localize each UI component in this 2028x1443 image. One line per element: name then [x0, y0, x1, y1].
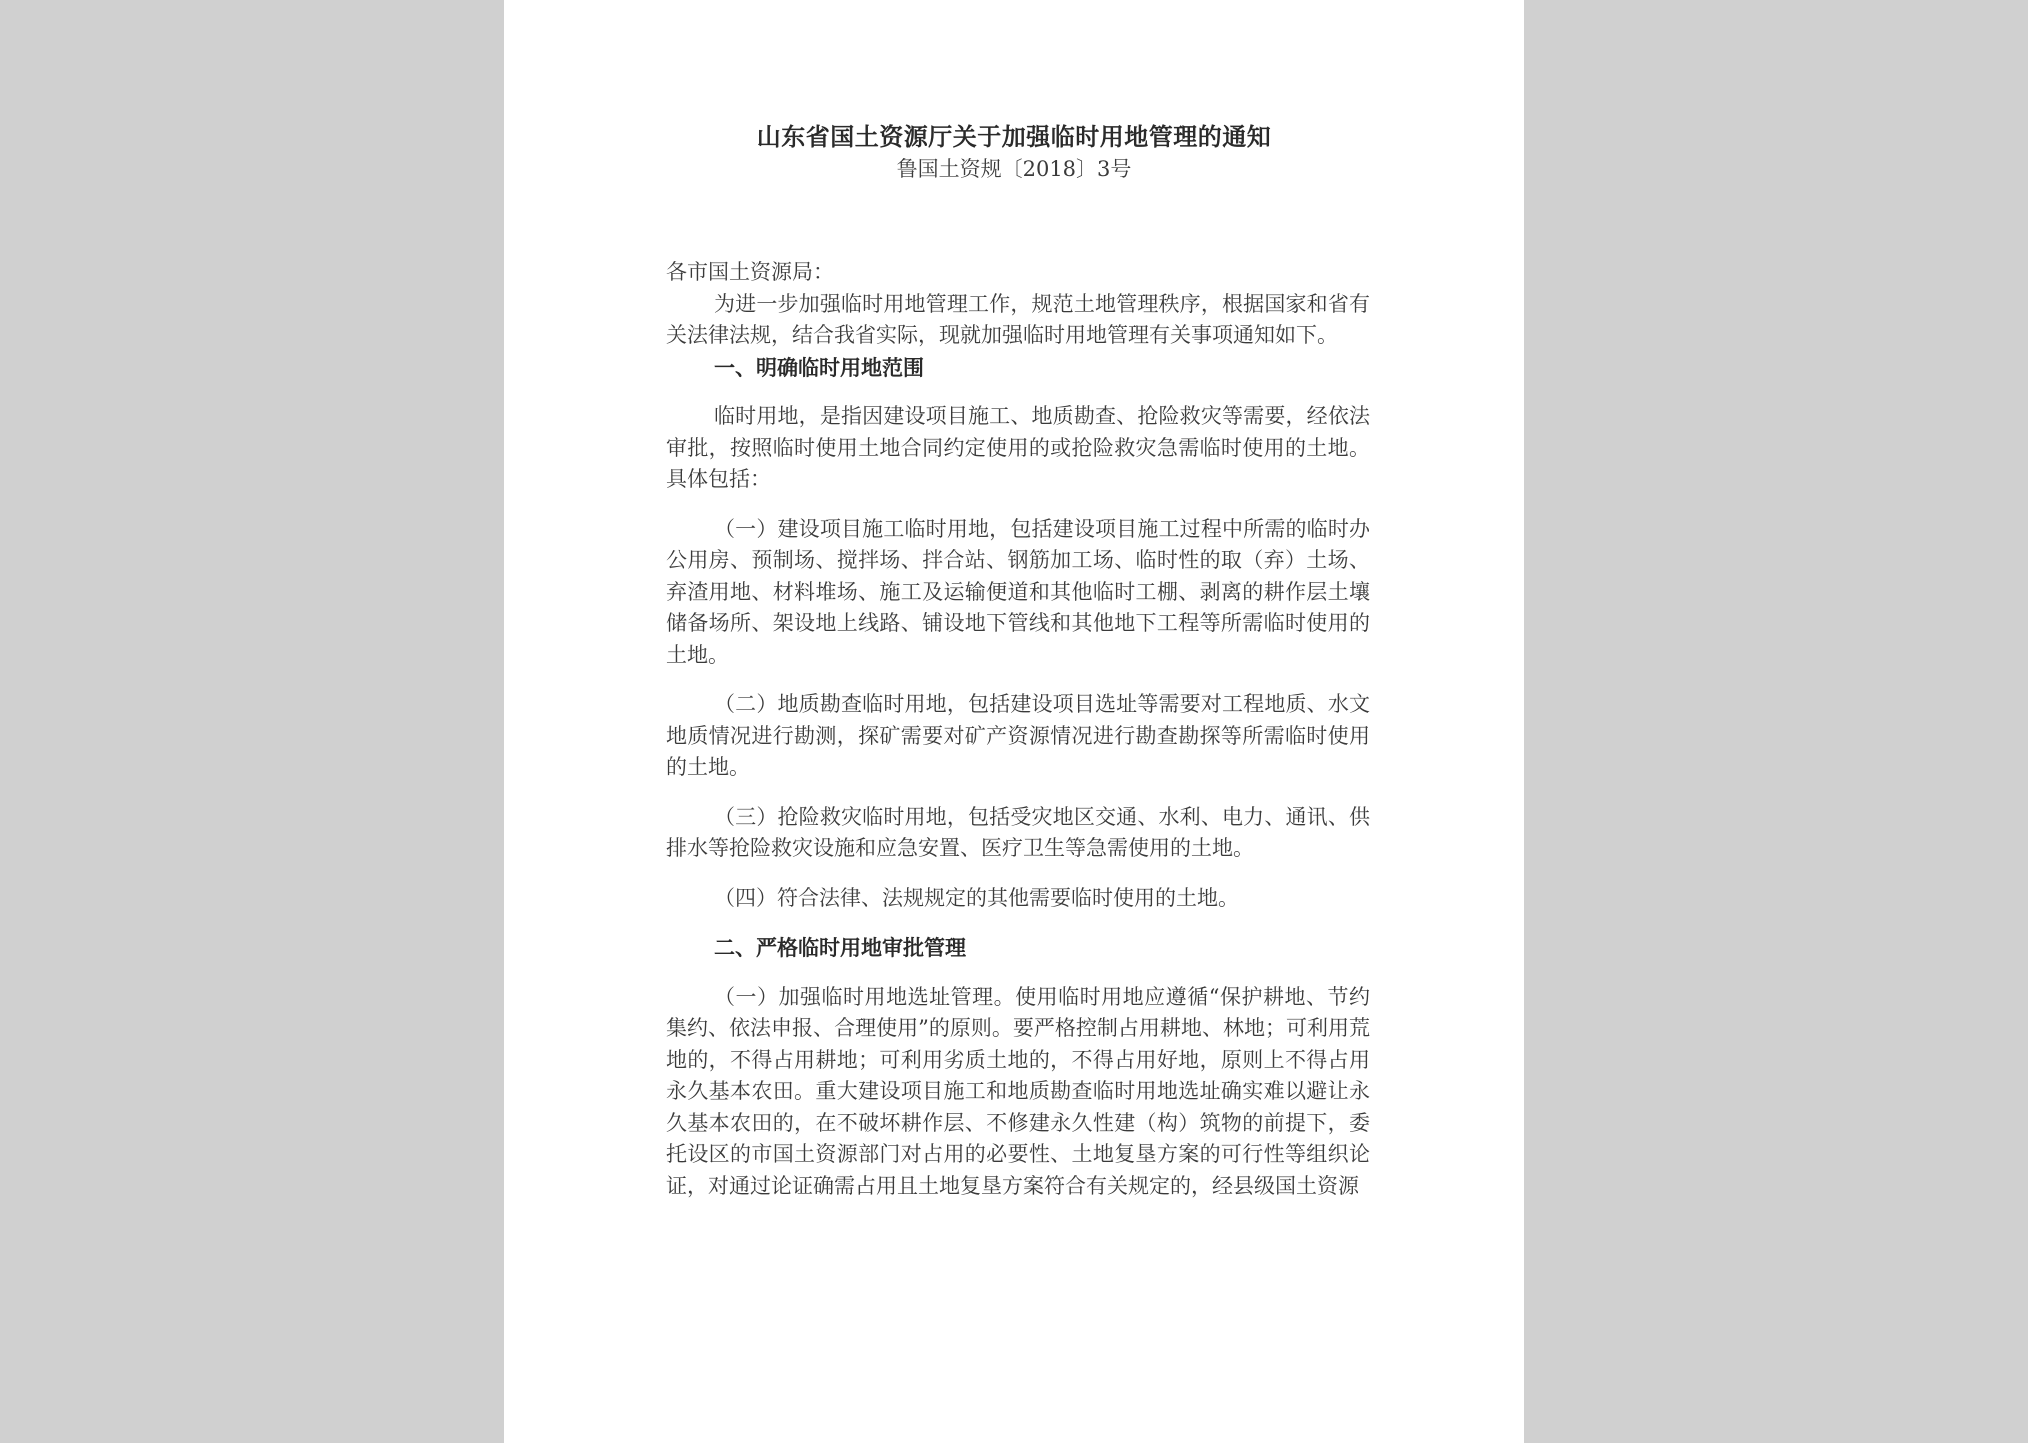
document-body [666, 257, 1370, 1202]
section2-heading: 二、严格临时用地审批管理 [714, 935, 966, 960]
document-number: 鲁国土资规〔2018〕3号 [896, 157, 1132, 181]
document-page [504, 0, 1524, 1443]
salutation: 各市国土资源局： [666, 260, 834, 284]
section1-definition: 临时用地，是指因建设项目施工、地质勘查、抢险救灾等需要，经依法审批，按照临时使用土地合同约定使用的或抢险救灾急需临时使用的土地。具体包括： [666, 404, 1370, 491]
intro-paragraph: 为进一步加强临时用地管理工作，规范土地管理秩序，根据国家和省有关法律法规，结合我省实际，现就加强临时用地管理有关事项通知如下。 [666, 291, 1370, 347]
section1-item4: （四）符合法律、法规规定的其他需要临时使用的土地。 [714, 885, 1239, 910]
section2-item1: （一）加强临时用地选址管理。使用临时用地应遵循“保护耕地、节约集约、依法申报、合理使用”的原则。要严格控制占用耕地、林地；可利用荒地的，不得占用耕地；可利用劣质土地的，不得占用好地，原则上不得占用永久基本农田。重大建设项目施工和地质勘查临时用地选址确实难以避让永久基本农田的，在不破坏耕作层、不修建永久性建（构）筑物的前提下，委托设区的市国土资源部门对占用的必要性、土地复垦方案的可行性等组织论证，对通过论证确需占用且土地复垦方案符合有关规定的，经县级国土资源 [666, 984, 1370, 1198]
section1-item2: （二）地质勘查临时用地，包括建设项目选址等需要对工程地质、水文地质情况进行勘测，探矿需要对矿产资源情况进行勘查勘探等所需临时使用的土地。 [666, 692, 1370, 779]
section1-heading: 一、明确临时用地范围 [714, 354, 924, 380]
section1-item1: （一）建设项目施工临时用地，包括建设项目施工过程中所需的临时办公用房、预制场、搅拌场、拌合站、钢筋加工场、临时性的取（弃）土场、弃渣用地、材料堆场、施工及运输便道和其他临时工棚、剥离的耕作层土壤储备场所、架设地上线路、铺设地下管线和其他地下工程等所需临时使用的土地。 [666, 516, 1370, 667]
document-title: 山东省国土资源厅关于加强临时用地管理的通知 [756, 122, 1272, 151]
section1-item3: （三）抢险救灾临时用地，包括受灾地区交通、水利、电力、通讯、供排水等抢险救灾设施和应急安置、医疗卫生等急需使用的土地。 [666, 804, 1370, 860]
